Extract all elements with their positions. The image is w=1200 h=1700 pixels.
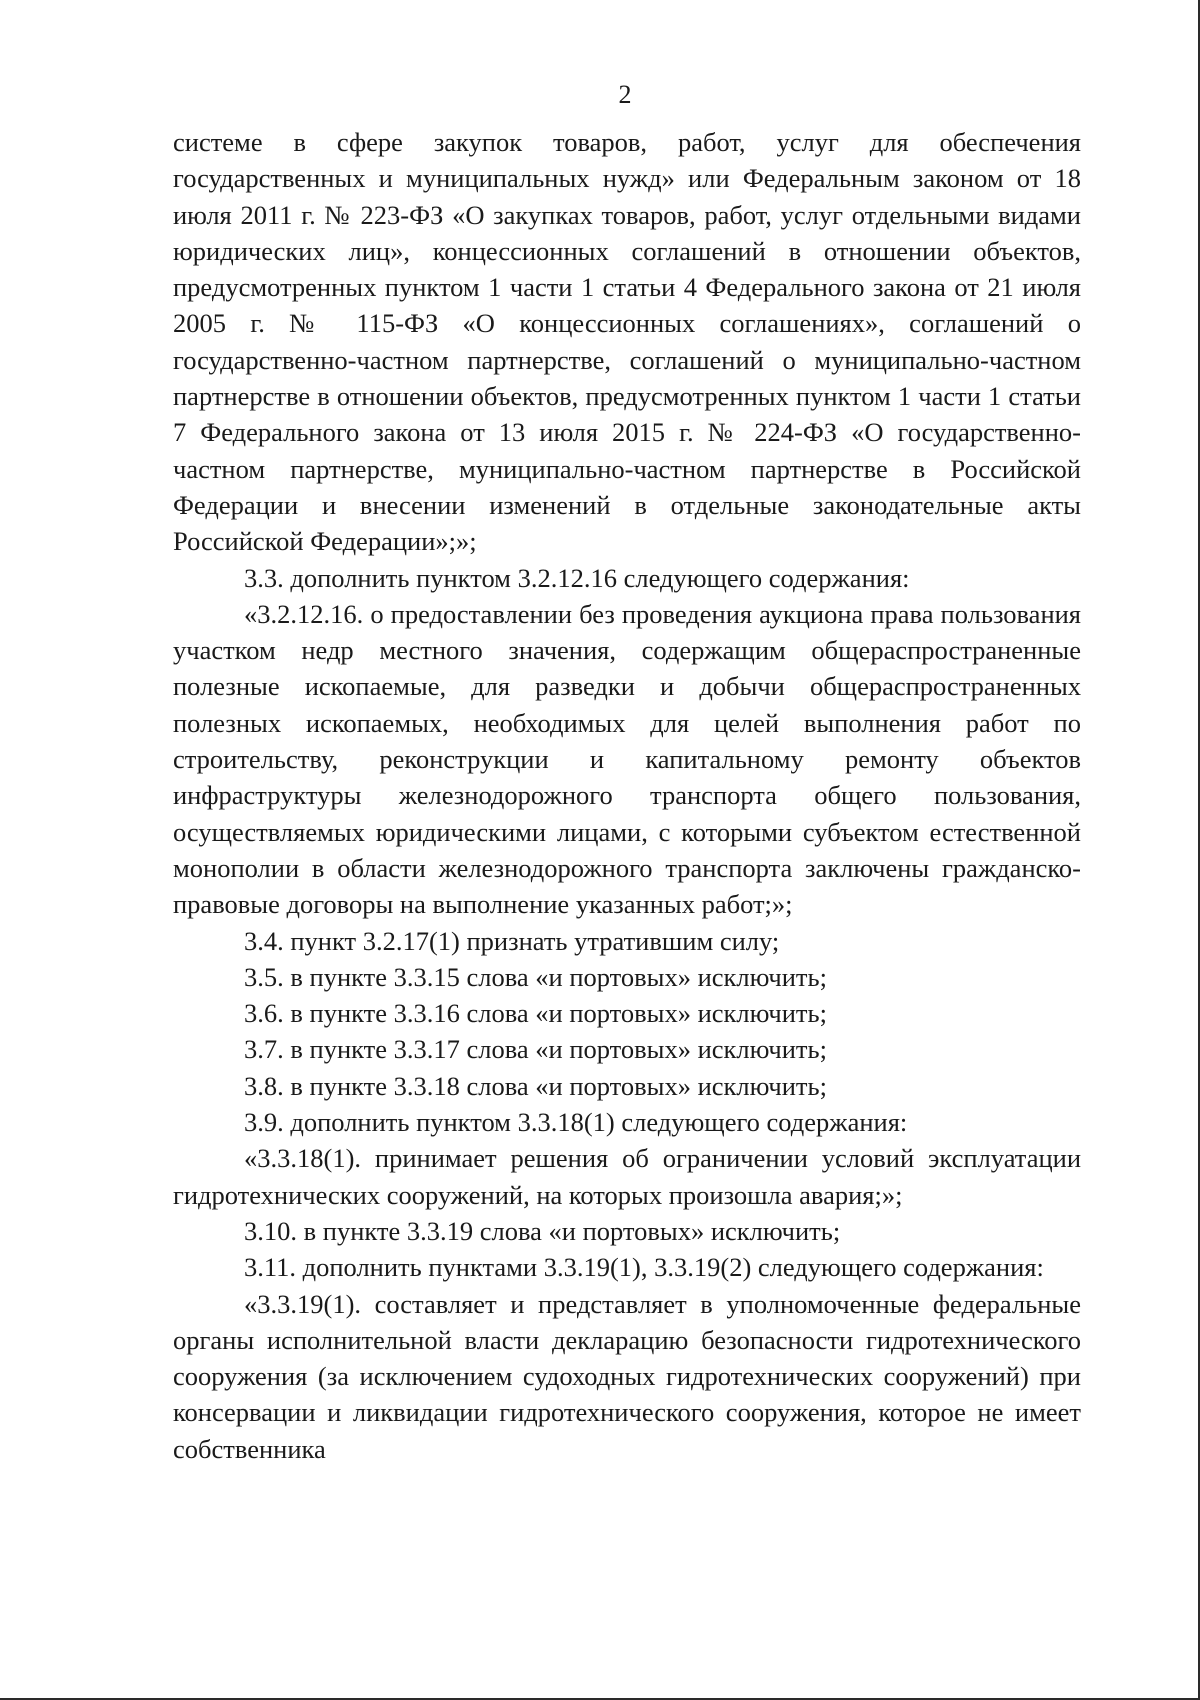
paragraph-item-3-10: 3.10. в пункте 3.3.19 слова «и портовых» исключить;: [244, 1215, 841, 1246]
paragraph-item-3-9: 3.9. дополнить пунктом 3.3.18(1) следующего содержания:: [244, 1107, 908, 1138]
paragraph-continuation: системе в сфере закупок товаров, работ, услуг для обеспечения государственных и муниципальных нужд» или Федеральным законом от 18 июля 2011 г. № 223-ФЗ «О закупках товаров, работ, услуг отдельными видами юридических лиц», концессионных соглашений в отношении объектов, предусмотренных пунктом 1 части 1 статьи 4 Федерального закона от 21 июля 2005 г. № 115-ФЗ «О концессионных соглашениях», соглашений о государственно-частном партнерстве, соглашений о муниципально-частном партнерстве в отношении объектов, предусмотренных пунктом 1 части 1 статьи 7 Федерального закона от 13 июля 2015 г. № 224-ФЗ «О государственно-частном партнерстве, муниципально-частном партнерстве в Российской Федерации и внесении изменений в отдельные законодательные акты Российской Федерации»;»;: [173, 127, 1081, 557]
page-number: 2: [618, 80, 632, 109]
paragraph-item-3-6: 3.6. в пункте 3.3.16 слова «и портовых» исключить;: [244, 998, 827, 1029]
paragraph-quote-3-2-12-16: «3.2.12.16. о предоставлении без проведения аукциона права пользования участком недр местного значения, содержащим общераспространенные полезные ископаемые, для разведки и добычи общераспространенных полезных ископаемых, необходимых для целей выполнения работ по строительству, реконструкции и капитальному ремонту объектов инфраструктуры железнодорожного транспорта общего пользования, осуществляемых юридическими лицами, с которыми субъектом естественной монополии в области железнодорожного транспорта заключены гражданско-правовые договоры на выполнение указанных работ;»;: [173, 598, 1081, 920]
paragraph-item-3-7: 3.7. в пункте 3.3.17 слова «и портовых» исключить;: [244, 1034, 827, 1065]
document-body: [173, 124, 1081, 1467]
paragraph-quote-3-3-18-1: «3.3.18(1). принимает решения об ограничении условий эксплуатации гидротехнических сооружений, на которых произошла авария;»;: [173, 1143, 1081, 1210]
paragraph-item-3-5: 3.5. в пункте 3.3.15 слова «и портовых» исключить;: [244, 961, 827, 992]
paragraph-item-3-4: 3.4. пункт 3.2.17(1) признать утратившим силу;: [244, 925, 780, 956]
paragraph-item-3-8: 3.8. в пункте 3.3.18 слова «и портовых» исключить;: [244, 1070, 827, 1101]
paragraph-item-3-3: 3.3. дополнить пунктом 3.2.12.16 следующего содержания:: [244, 562, 910, 593]
paragraph-item-3-11: 3.11. дополнить пунктами 3.3.19(1), 3.3.19(2) следующего содержания:: [244, 1252, 1044, 1283]
paragraph-quote-3-3-19-1: «3.3.19(1). составляет и представляет в уполномоченные федеральные органы исполнительной власти декларацию безопасности гидротехнического сооружения (за исключением судоходных гидротехнических сооружений) при консервации и ликвидации гидротехнического сооружения, которое не имеет собственника: [173, 1288, 1081, 1464]
